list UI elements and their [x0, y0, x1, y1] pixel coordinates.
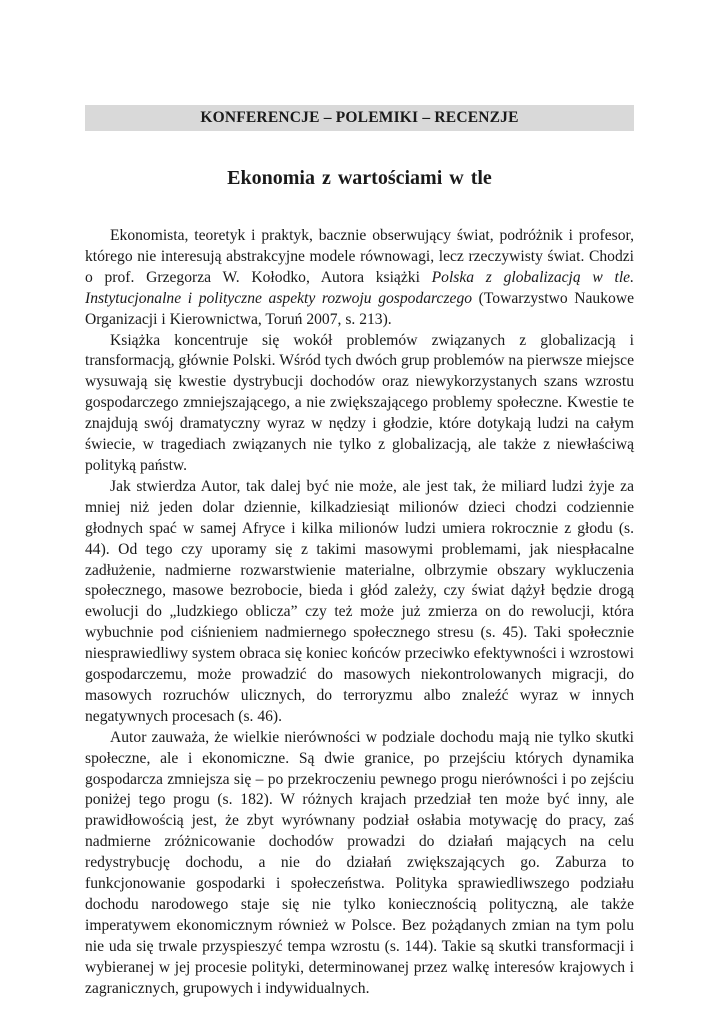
paragraph-1-text-a: Ekonomista, teoretyk i praktyk, bacznie obserwujący świat, podróżnik i profesor, którego nie interesują abstrakcyjne modele równowagi, lecz rzeczywisty świat. Chodzi o prof. Grzegorza W. Kołodko, Autora książki — [85, 227, 634, 286]
paragraph-3: Jak stwierdza Autor, tak dalej być nie może, ale jest tak, że miliard ludzi żyje za mniej niż jeden dolar dziennie, kilkadziesiąt milionów dzieci chodzi codziennie głodnych spać w samej Afryce i kilka milionów ludzi umiera rokrocznie z głodu (s. 44). Od tego czy uporamy się z takimi masowymi problemami, jak niespłacalne zadłużenie, nadmierne rozwarstwienie materialne, olbrzymie obszary wykluczenia społecznego, masowe bezrobocie, bieda i głód zależy, czy świat dążył będzie drogą ewolucji do „ludzkiego oblicza” czy też może już zmierza on do rewolucji, która wybuchnie pod ciśnieniem nadmiernego społecznego stresu (s. 45). Taki społecznie niesprawiedliwy system obraca się koniec końców przeciwko efektywności i wzrostowi gospodarczemu, może prowadzić do masowych niekontrolowanych migracji, do masowych rozruchów ulicznych, do terroryzmu albo znaleźć wyraz w innych negatywnych procesach (s. 46). — [85, 477, 634, 725]
section-label: KONFERENCJE – POLEMIKI – RECENZJE — [200, 109, 519, 126]
paragraph-1-text-b: (Towarzystwo Naukowe Organizacji i Kierownictwa, Toruń 2007, s. 213). — [85, 289, 635, 328]
article-title: Ekonomia z wartościami w tle — [227, 167, 492, 189]
paragraph-4: Autor zauważa, że wielkie nierówności w podziale dochodu mają nie tylko skutki społeczne, ale i ekonomiczne. Są dwie granice, po przejściu których dynamika gospodarcza zmniejsza się – po przekroczeniu pewnego progu nierówności i po zejściu poniżej tego progu (s. 182). W różnych krajach przedział ten może być inny, ale prawidłowością jest, że zbyt wyrównany podział osłabia motywację do pracy, zaś nadmierne zróżnicowanie dochodów prowadzi do działań mających na celu redystrybucję dochodu, a nie do działań zwiększających go. Zaburza to funkcjonowanie gospodarki i społeczeństwa. Polityka sprawiedliwszego podziału dochodu narodowego staje się nie tylko koniecznością polityczną, ale także imperatywem ekonomicznym również w Polsce. Bez pożądanych zmian na tym polu nie uda się trwale przyspieszyć tempa wzrostu (s. 144). Takie są skutki transformacji i wybieranej w jej procesie polityki, determinowanej przez walkę interesów krajowych i zagranicznych, grupowych i indywidualnych. — [85, 728, 634, 997]
article-body — [85, 226, 634, 1000]
section-header-band — [85, 105, 634, 131]
paragraph-1 — [85, 226, 634, 331]
paragraph-2: Książka koncentruje się wokół problemów związanych z globalizacją i transformacją, głównie Polski. Wśród tych dwóch grup problemów na pierwsze miejsce wysuwają się kwestie dystrybucji dochodów oraz niewykorzystanych szans wzrostu gospodarczego zmniejszającego, a nie zwiększającego problemy społeczne. Kwestie te znajdują swój dramatyczny wyraz w nędzy i głodzie, które dotykają ludzi na całym świecie, w tragediach związanych nie tylko z globalizacją, ale także z niewłaściwą polityką państw. — [85, 331, 634, 474]
book-title: Polska z globalizacją w tle. Instytucjonalne i polityczne aspekty rozwoju gospodarczego — [85, 268, 634, 307]
